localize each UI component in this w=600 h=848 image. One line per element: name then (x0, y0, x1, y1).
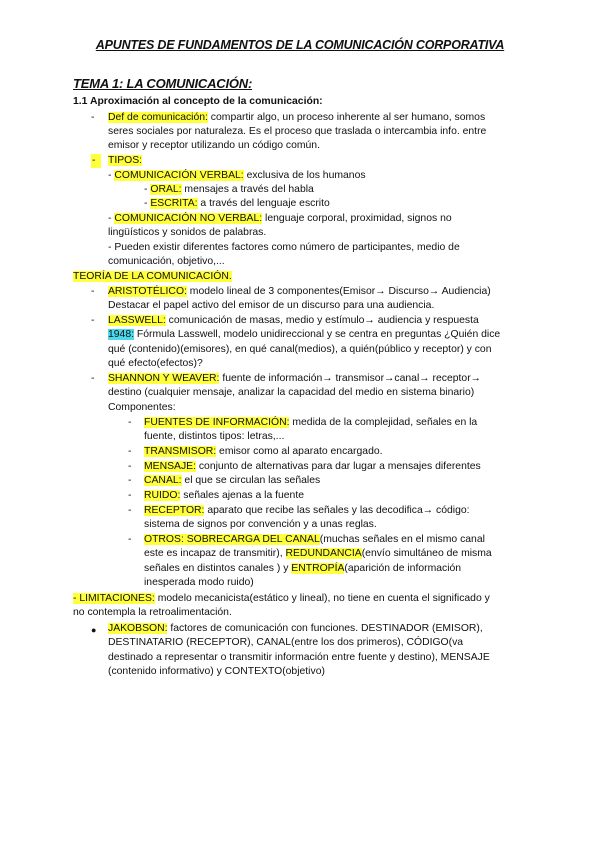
section-subheading: 1.1 Aproximación al concepto de la comunicación: (73, 96, 323, 107)
aristoteles-label: ARISTOTÉLICO: (108, 286, 187, 297)
dash-marker: - (128, 417, 132, 428)
aristoteles-line-1: ARISTOTÉLICO: modelo lineal de 3 componentes(Emisor→ Discurso→ Audiencia) (108, 286, 491, 297)
otros-line-3: señales en distintos canales ) y ENTROPÍA(aparición de información (144, 563, 462, 574)
def-line-1: Def de comunicación: compartir algo, un proceso inherente al ser humano, somos (108, 112, 486, 123)
otros-line-1: OTROS: SOBRECARGA DEL CANAL(muchas señales en el mismo canal (144, 534, 485, 545)
def-label: Def de comunicación: (108, 112, 208, 123)
noverbal-label: COMUNICACIÓN NO VERBAL: (114, 213, 263, 224)
def-line-2: seres sociales por naturaleza. Es el proceso que traslada o intercambia info. entre (108, 126, 487, 137)
dash-marker: - (128, 475, 132, 486)
dash-marker: - (91, 373, 95, 384)
transmisor-label: TRANSMISOR: (144, 446, 217, 457)
dash-marker: - (128, 446, 132, 457)
escrita-label: ESCRITA: (150, 198, 198, 209)
jakobson-line-3: destinado a representar o transmitir información entre fuente y destino), MENSAJE (108, 652, 490, 663)
canal-line: CANAL: el que se circulan las señales (144, 475, 321, 486)
document-title: APUNTES DE FUNDAMENTOS DE LA COMUNICACIÓN CORPORATIVA (95, 38, 505, 52)
dash-marker: - (91, 286, 95, 297)
redundancia-label: REDUNDANCIA (285, 548, 362, 559)
teoria-heading: TEORÍA DE LA COMUNICACIÓN. (73, 271, 232, 282)
mensaje-label: MENSAJE: (144, 461, 196, 472)
receptor-line-1: RECEPTOR: aparato que recibe las señales y las decodifica→ código: (144, 505, 470, 516)
shannon-line-1: SHANNON Y WEAVER: fuente de información→ transmisor→canal→ receptor→ (108, 373, 482, 384)
ruido-line: RUIDO: señales ajenas a la fuente (144, 490, 304, 501)
shannon-line-3: Componentes: (108, 402, 176, 413)
otros-line-4: inesperada modo ruido) (144, 577, 254, 588)
aristoteles-line-2: Destacar el papel activo del emisor de un discurso para una audiencia. (108, 300, 435, 311)
dash-marker: - (91, 154, 101, 168)
ruido-label: RUIDO: (144, 490, 181, 501)
jakobson-label: JAKOBSON: (108, 623, 168, 634)
tema-heading: TEMA 1: LA COMUNICACIÓN: (73, 76, 253, 91)
fuentes-line-1: FUENTES DE INFORMACIÓN: medida de la complejidad, señales en la (144, 417, 478, 428)
limitaciones-label: - LIMITACIONES: (73, 593, 155, 604)
escrita-line: - ESCRITA: a través del lenguaje escrito (144, 198, 330, 209)
oral-label: ORAL: (150, 184, 182, 195)
jakobson-line-2: DESTINATARIO (RECEPTOR), CANAL(entre los dos primeros), CÓDIGO(va (108, 637, 464, 648)
dash-marker: - (91, 112, 95, 123)
dash-marker: - (128, 505, 132, 516)
def-line-3: emisor y receptor utilizando un código común. (108, 140, 320, 151)
noverbal-line: - COMUNICACIÓN NO VERBAL: lenguaje corporal, proximidad, signos no (108, 213, 452, 224)
fuentes-label: FUENTES DE INFORMACIÓN: (144, 417, 290, 428)
jakobson-line-4: (contenido informativo) y CONTEXTO(objetivo) (108, 666, 325, 677)
dash-marker: - (128, 490, 132, 501)
otros-line-2: este es incapaz de transmitir), REDUNDANCIA(envío simultáneo de misma (144, 548, 492, 559)
noverbal-line-2: lingüísticos y sonidos de palabras. (108, 227, 267, 238)
limitaciones-line-1: - LIMITACIONES: modelo mecanicista(estático y lineal), no tiene en cuenta el significado y (73, 593, 490, 604)
oral-line: - ORAL: mensajes a través del habla (144, 184, 314, 195)
dash-marker: - (128, 534, 132, 545)
lasswell-line-4: qué efecto(efectos)? (108, 358, 203, 369)
receptor-line-2: sistema de signos por convención y a unas reglas. (144, 519, 377, 530)
lasswell-year: 1948: (108, 329, 135, 340)
transmisor-line: TRANSMISOR: emisor como al aparato encargado. (144, 446, 383, 457)
limitaciones-line-2: no contempla la retroalimentación. (73, 607, 232, 618)
lasswell-label: LASSWELL: (108, 315, 166, 326)
factores-line-2: comunicación, objetivo,... (108, 256, 225, 267)
verbal-label: COMUNICACIÓN VERBAL: (114, 170, 244, 181)
entropia-label: ENTROPÍA (291, 563, 345, 574)
shannon-label: SHANNON Y WEAVER: (108, 373, 220, 384)
teoria-heading-line (73, 270, 232, 284)
verbal-line: - COMUNICACIÓN VERBAL: exclusiva de los humanos (108, 170, 366, 181)
dash-marker: - (91, 315, 95, 326)
mensaje-line: MENSAJE: conjunto de alternativas para dar lugar a mensajes diferentes (144, 461, 481, 472)
lasswell-line-3: qué (contenido)(emisores), en qué canal(medios), a quién(público y receptor) y con (108, 344, 492, 355)
bullet-marker: ● (91, 625, 97, 635)
fuentes-line-2: fuente, distintos tipos: letras,... (144, 431, 285, 442)
factores-line-1: - Pueden existir diferentes factores como número de participantes, medio de (108, 242, 460, 253)
canal-label: CANAL: (144, 475, 182, 486)
jakobson-line-1: JAKOBSON: factores de comunicación con funciones. DESTINADOR (EMISOR), (108, 623, 483, 634)
lasswell-line-2: 1948: Fórmula Lasswell, modelo unidireccional y se centra en preguntas ¿Quién dice (108, 329, 501, 340)
shannon-line-2: destino (cualquier mensaje, analizar la capacidad del medio en sistema binario) (108, 387, 475, 398)
lasswell-line-1: LASSWELL: comunicación de masas, medio y estímulo→ audiencia y respuesta (108, 315, 479, 326)
tipos-line (108, 154, 142, 168)
otros-label: OTROS: SOBRECARGA DEL CANAL (144, 534, 320, 545)
dash-marker: - (128, 461, 132, 472)
receptor-label: RECEPTOR: (144, 505, 205, 516)
tipos-label: TIPOS: (108, 155, 143, 166)
